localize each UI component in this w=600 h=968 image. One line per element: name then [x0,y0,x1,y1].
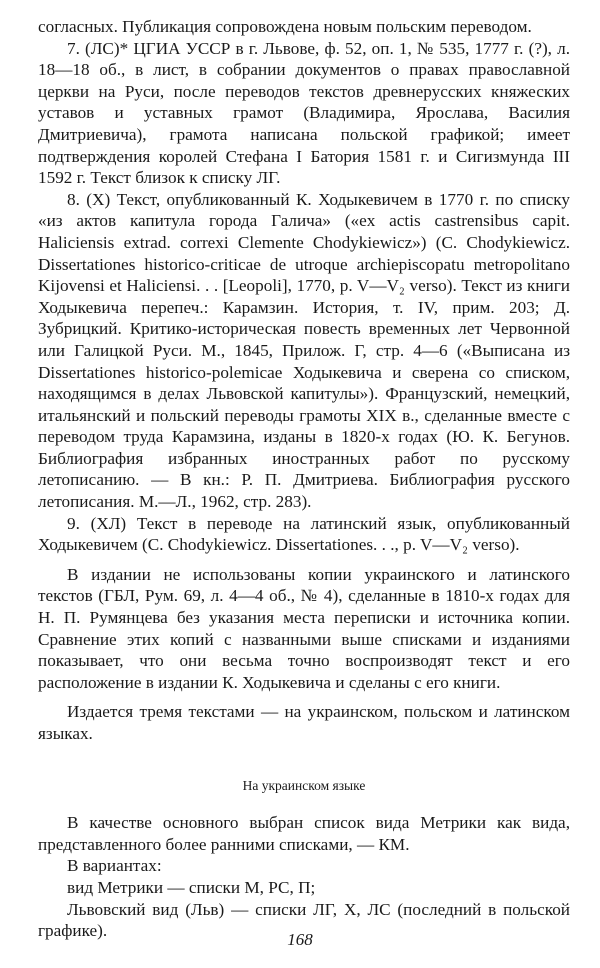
body-text [38,16,570,942]
paragraph-continued: согласных. Публикация сопровождена новым польским переводом. [38,17,532,36]
page-number: 168 [287,930,313,949]
paragraph-item-7: 7. (ЛС)* ЦГИА УССР в г. Львове, ф. 52, оп. 1, № 535, 1777 г. (?), л. 18—18 об., в лист, в собрании документов о правах православной церкви на Руси, после переводов текстов древнерусских княжеских уставов и уставных грамот (Владимира, Ярослава, Василия Дмитриевича), грамота написана польской графикой; имеет подтверждения королей Стефана I Батория 1581 г. и Сигизмунда III 1592 г. Текст близок к списку ЛГ. [38,38,570,188]
paragraph-copies-note: В издании не использованы копии украинского и латинского текстов (ГБЛ, Рум. 69, л. 4—4 об., № 4), сделанные в 1810-х годах для Н. П. Румянцева без указания места переписки и источника копии. Сравнение этих копий с названными выше списками и изданиями показывает, что они весьма точно воспроизводят текст и его расположение в издании К. Ходыкевича и сделаны с его книги. [38,564,570,692]
paragraph-variants-label: В вариантах: [67,856,162,876]
section-title: На украинском языке [242,777,366,793]
paragraph-item-8: 8. (X) Текст, опубликованный К. Ходыкевичем в 1770 г. по списку «из актов капитула города Галича» («ex actis castrensibus capit. Haliciensis extrad. correxi Clemente Chodykiewicz») (C. Chodykiewicz. Dissertationes historico-criticae de utroque archiepiscopatu metropolitano Kijovensi et Haliciensi. . . [Leopoli], 1770, p. V—V₂ verso). Текст из книги Ходыкевича перепеч.: Карамзин. История, т. IV, прим. 203; Д. Зубрицкий. Критико-историческая повесть временных лет Червонной или Галицкой Руси. М., 1845, Прилож. Г, стр. 4—6 («Выписана из Dissertationes historico-polemicae Ходыкевича и сверена со списком, находящимся в делах Львовской капитулы»). Французский, немецкий, итальянский и польский переводы грамоты XIX в., сделанные вместе с переводом труда Карамзина, изданы в 1820-х годах (Ю. К. Бегунов. Библиография избранных иностранных работ по русскому летописанию. — В кн.: Р. П. Дмитриева. Библиография русского летописания. М.—Л., 1962, стр. 283). [38,189,570,512]
paragraph-edition-note: Издается тремя текстами — на украинском, польском и латинском языках. [38,702,570,743]
paragraph-item-9: 9. (ХЛ) Текст в переводе на латинский язык, опубликованный Ходыкевичем (C. Chodykiewicz. Dissertationes. . ., p. V—V₂ verso). [38,513,570,555]
paragraph-main-list: В качестве основного выбран список вида Метрики как вида, представленного более ранними списками, — КМ. [38,813,570,854]
paragraph-metrics-kind: вид Метрики — списки М, РС, П; [67,877,316,897]
paragraph-lviv-kind: Львовский вид (Льв) — списки ЛГ, Х, ЛС (последний в польской графике). [38,899,570,941]
